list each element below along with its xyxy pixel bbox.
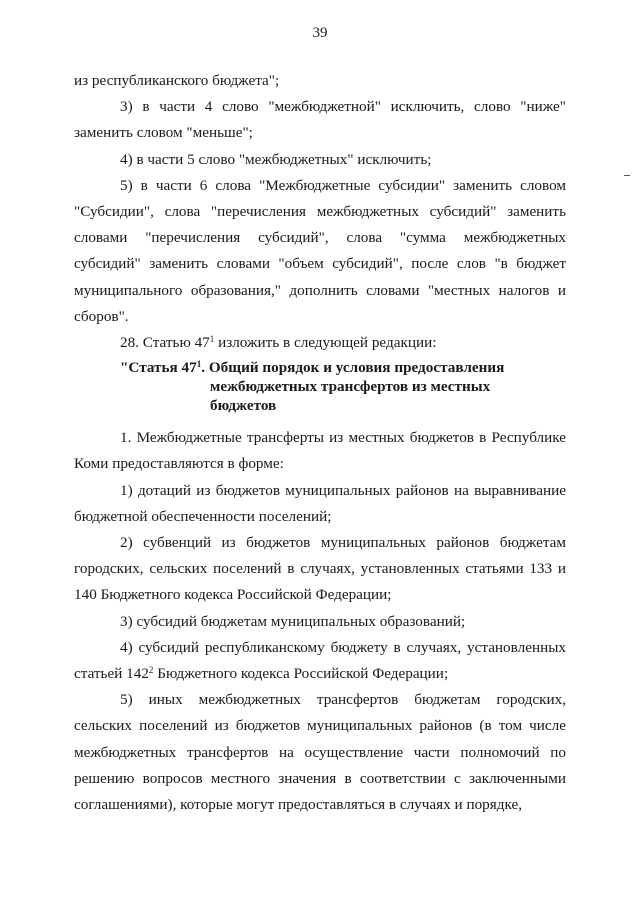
- article-heading-title: . Общий порядок и условия предоставления: [201, 359, 505, 377]
- article-heading-line-2: межбюджетных трансфертов из местных: [210, 378, 491, 396]
- paragraph-item-3: 3) в части 4 слово "межбюджетной" исключить, слово "ниже" заменить словом "меньше";: [74, 98, 566, 142]
- article-heading-number: "Статья 47: [120, 359, 197, 377]
- paragraph-28: [74, 330, 566, 356]
- article-heading: [74, 358, 566, 415]
- superscript: 1: [209, 334, 215, 345]
- article-heading-line-1: [74, 358, 566, 377]
- paragraph-subitem-4-text: 4) субсидий республиканскому бюджету в случаях, установленных статьей 142: [74, 638, 566, 683]
- paragraph-item-4: 4) в части 5 слово "межбюджетных" исключить;: [120, 150, 432, 168]
- page-number: 39: [312, 25, 328, 41]
- paragraph-continuation: из республиканского бюджета";: [74, 72, 280, 89]
- paragraph-item-5: 5) в части 6 слова "Межбюджетные субсидии" заменить словом "Субсидии", слова "перечисления межбюджетных субсидий" заменить словами "перечисления субсидий", слова "сумма межбюджетных субсидий" заменить словами "объем субсидий", после слов "в бюджет муниципального образования," дополнить словами "местных налогов и сборов".: [74, 176, 566, 325]
- paragraph-subitem-5: 5) иных межбюджетных трансфертов бюджетам городских, сельских поселений из бюджетов муниципальных районов (в том числе межбюджетных трансфертов на осуществление части полномочий по решению вопросов местного значения в соответствии с заключенными соглашениями), которые могут предоставляться в случаях и порядке,: [74, 691, 566, 814]
- paragraph-subitem-4: [74, 635, 566, 687]
- paragraph-subitem-3: 3) субсидий бюджетам муниципальных образований;: [120, 612, 466, 630]
- paragraph-28-text-end: изложить в следующей редакции:: [214, 334, 437, 352]
- paragraph-28-text: 28. Статью 47: [120, 334, 210, 352]
- paragraph-subitem-4-text-end: Бюджетного кодекса Российской Федерации;: [153, 665, 449, 683]
- article-heading-line-3: бюджетов: [210, 397, 277, 415]
- paragraph-subitem-2: 2) субвенций из бюджетов муниципальных районов бюджетам городских, сельских поселений в случаях, установленных статьями 133 и 140 Бюджетного кодекса Российской Федерации;: [74, 534, 566, 604]
- margin-mark: [624, 175, 630, 176]
- paragraph-subitem-1: 1) дотаций из бюджетов муниципальных районов на выравнивание бюджетной обеспеченности поселений;: [74, 481, 566, 525]
- superscript: 1: [196, 359, 202, 370]
- superscript: 2: [148, 665, 154, 676]
- paragraph-part-1: 1. Межбюджетные трансферты из местных бюджетов в Республике Коми предоставляются в форме:: [74, 429, 566, 473]
- document-body: [74, 68, 566, 818]
